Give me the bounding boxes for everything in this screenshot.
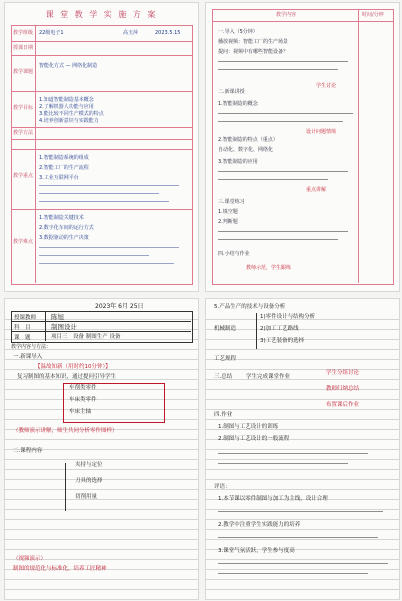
content-line: 四.作业 bbox=[214, 412, 233, 418]
page-date: 2023年 6月 25日 bbox=[95, 303, 144, 310]
content-line: 复习制图的基本知识，通过提问引导学生 bbox=[17, 374, 117, 380]
goal-line: 3.能比较不同生产模式的特点 bbox=[39, 111, 104, 117]
process-line: 二.新课讲授 bbox=[218, 89, 245, 95]
comment-line: 3.课堂气氛活跃，学生参与度高 bbox=[218, 548, 295, 554]
key-point-line: 3.工业互联网平台 bbox=[39, 175, 79, 181]
difficulty-line: 2.数字化车间的运行方式 bbox=[39, 225, 94, 231]
content-line: 3)工艺装备的选择 bbox=[260, 338, 305, 344]
content-line: 切削用量 bbox=[75, 494, 98, 500]
process-line: 一.导入（5分钟） bbox=[218, 29, 258, 35]
red-note: 教师归纳总结 bbox=[326, 386, 360, 392]
topic-value: 智能化方式 — 网络化制造 bbox=[39, 63, 98, 69]
topic-value: 项目三 设备 制图生产 设备 bbox=[51, 334, 121, 340]
red-note: 布置课后作业 bbox=[326, 402, 360, 408]
teacher-label: 授课教师 bbox=[14, 315, 37, 321]
process-line: 四.小结与作业 bbox=[218, 251, 250, 257]
subject-value: 制图设计 bbox=[51, 323, 77, 331]
content-line: 【温故知新（用时约10分钟）】 bbox=[35, 364, 111, 370]
class-value: 22级电子1 bbox=[39, 30, 64, 36]
process-line: 2.判断题 bbox=[218, 219, 238, 225]
topic-label: 课 题 bbox=[14, 335, 31, 341]
key-point-line: 2.智能工厂的生产流程 bbox=[39, 165, 89, 171]
red-note: 设计问题情境 bbox=[306, 129, 337, 135]
column-header: 教学内容 bbox=[276, 12, 297, 18]
content-line: 车削类零件 bbox=[69, 385, 97, 391]
row-label: 教学方法 bbox=[13, 130, 34, 136]
red-note: 学生分组讨论 bbox=[326, 370, 360, 376]
content-line: 机械制造 bbox=[214, 326, 237, 332]
difficulty-line: 1.智能制造关键技术 bbox=[39, 215, 84, 221]
process-line: 1.智能制造的概念 bbox=[218, 101, 258, 107]
red-note: 制图的规范化与标准化，培养工匠精神 bbox=[13, 566, 107, 572]
process-line: 提问：视频中有哪些智能设备？ bbox=[218, 49, 289, 55]
subject-label: 科 目 bbox=[14, 325, 31, 331]
content-line: 车床主轴 bbox=[69, 409, 92, 415]
process-line: 自动化、数字化、网络化 bbox=[218, 147, 274, 153]
column-header: 时间/分钟 bbox=[362, 12, 384, 18]
content-line: 1.制图与工艺设计的训练 bbox=[218, 424, 279, 430]
content-line: 刀具的选择 bbox=[75, 478, 103, 484]
content-line: 夹持与定位 bbox=[75, 462, 103, 468]
process-line: 3.智能制造的应用 bbox=[218, 159, 258, 165]
lined-notes-photo bbox=[205, 298, 400, 600]
goal-line: 4.培养创新意识与实践能力 bbox=[39, 118, 99, 124]
difficulty-line: 3.数据驱动的生产决策 bbox=[39, 235, 89, 241]
content-line: 工艺规程 bbox=[214, 356, 237, 362]
process-line: 播放视频：智能工厂的生产场景 bbox=[218, 39, 289, 45]
row-label: 教学重点 bbox=[13, 173, 34, 179]
content-line: 二.课程内容 bbox=[13, 448, 43, 454]
process-line: 1.填空题 bbox=[218, 209, 238, 215]
goal-line: 1.知道智能制造基本概念 bbox=[39, 97, 94, 103]
content-line: 2.制图与工艺设计的一般流程 bbox=[218, 436, 290, 442]
lined-lesson-plan-photo bbox=[4, 298, 199, 600]
row-label: 教学目标 bbox=[13, 105, 34, 111]
content-line: 2)加工工艺路线 bbox=[260, 326, 299, 332]
key-point-line: 1.智能制造系统的组成 bbox=[39, 155, 89, 161]
red-note: 重点讲解 bbox=[306, 187, 327, 193]
form-title: 课 堂 教 学 实 施 方 案 bbox=[45, 10, 158, 19]
date-value: 2023.5.15 bbox=[155, 30, 181, 36]
row-label: 教学班级 bbox=[13, 30, 34, 36]
teacher-name: 陈旭 bbox=[51, 313, 64, 321]
section-header: 教学内容与方法： bbox=[11, 344, 52, 350]
comment-line: 1.本节课以零件制图与加工为主线，设计合理 bbox=[218, 496, 328, 502]
content-line: 1)零件设计与结构分析 bbox=[260, 314, 316, 320]
content-line: 一.新课导入 bbox=[13, 354, 43, 360]
row-label: 授课日期 bbox=[13, 45, 34, 51]
content-line: 5.产品生产的技术与设备分析 bbox=[214, 304, 286, 310]
row-label: 教学难点 bbox=[13, 239, 34, 245]
red-note: （视频演示） bbox=[13, 556, 47, 562]
red-note: 学生讨论 bbox=[316, 83, 337, 89]
content-line: 学生完成课堂作业 bbox=[246, 374, 291, 380]
row-label: 教学课题 bbox=[13, 69, 34, 75]
process-line: 三.课堂练习 bbox=[218, 199, 245, 205]
lesson-process-photo bbox=[205, 2, 400, 292]
red-note: 教师示范，学生跟练 bbox=[246, 265, 292, 271]
comment-line: 2.教学中注重学生实践能力的培养 bbox=[218, 522, 301, 528]
comment-label: 评语： bbox=[214, 484, 231, 490]
process-line: 2.智能制造的特点（重点） bbox=[218, 137, 278, 143]
goal-line: 2.了解机器人功能与应用 bbox=[39, 104, 94, 110]
teacher-value: 高玉萍 bbox=[123, 30, 139, 36]
content-line: 车床类零件 bbox=[69, 397, 97, 403]
content-line: 三.总结 bbox=[214, 374, 233, 380]
red-note: （教师演示讲解，师生共同分析零件图样） bbox=[13, 428, 118, 434]
lesson-plan-form-photo bbox=[4, 2, 199, 292]
